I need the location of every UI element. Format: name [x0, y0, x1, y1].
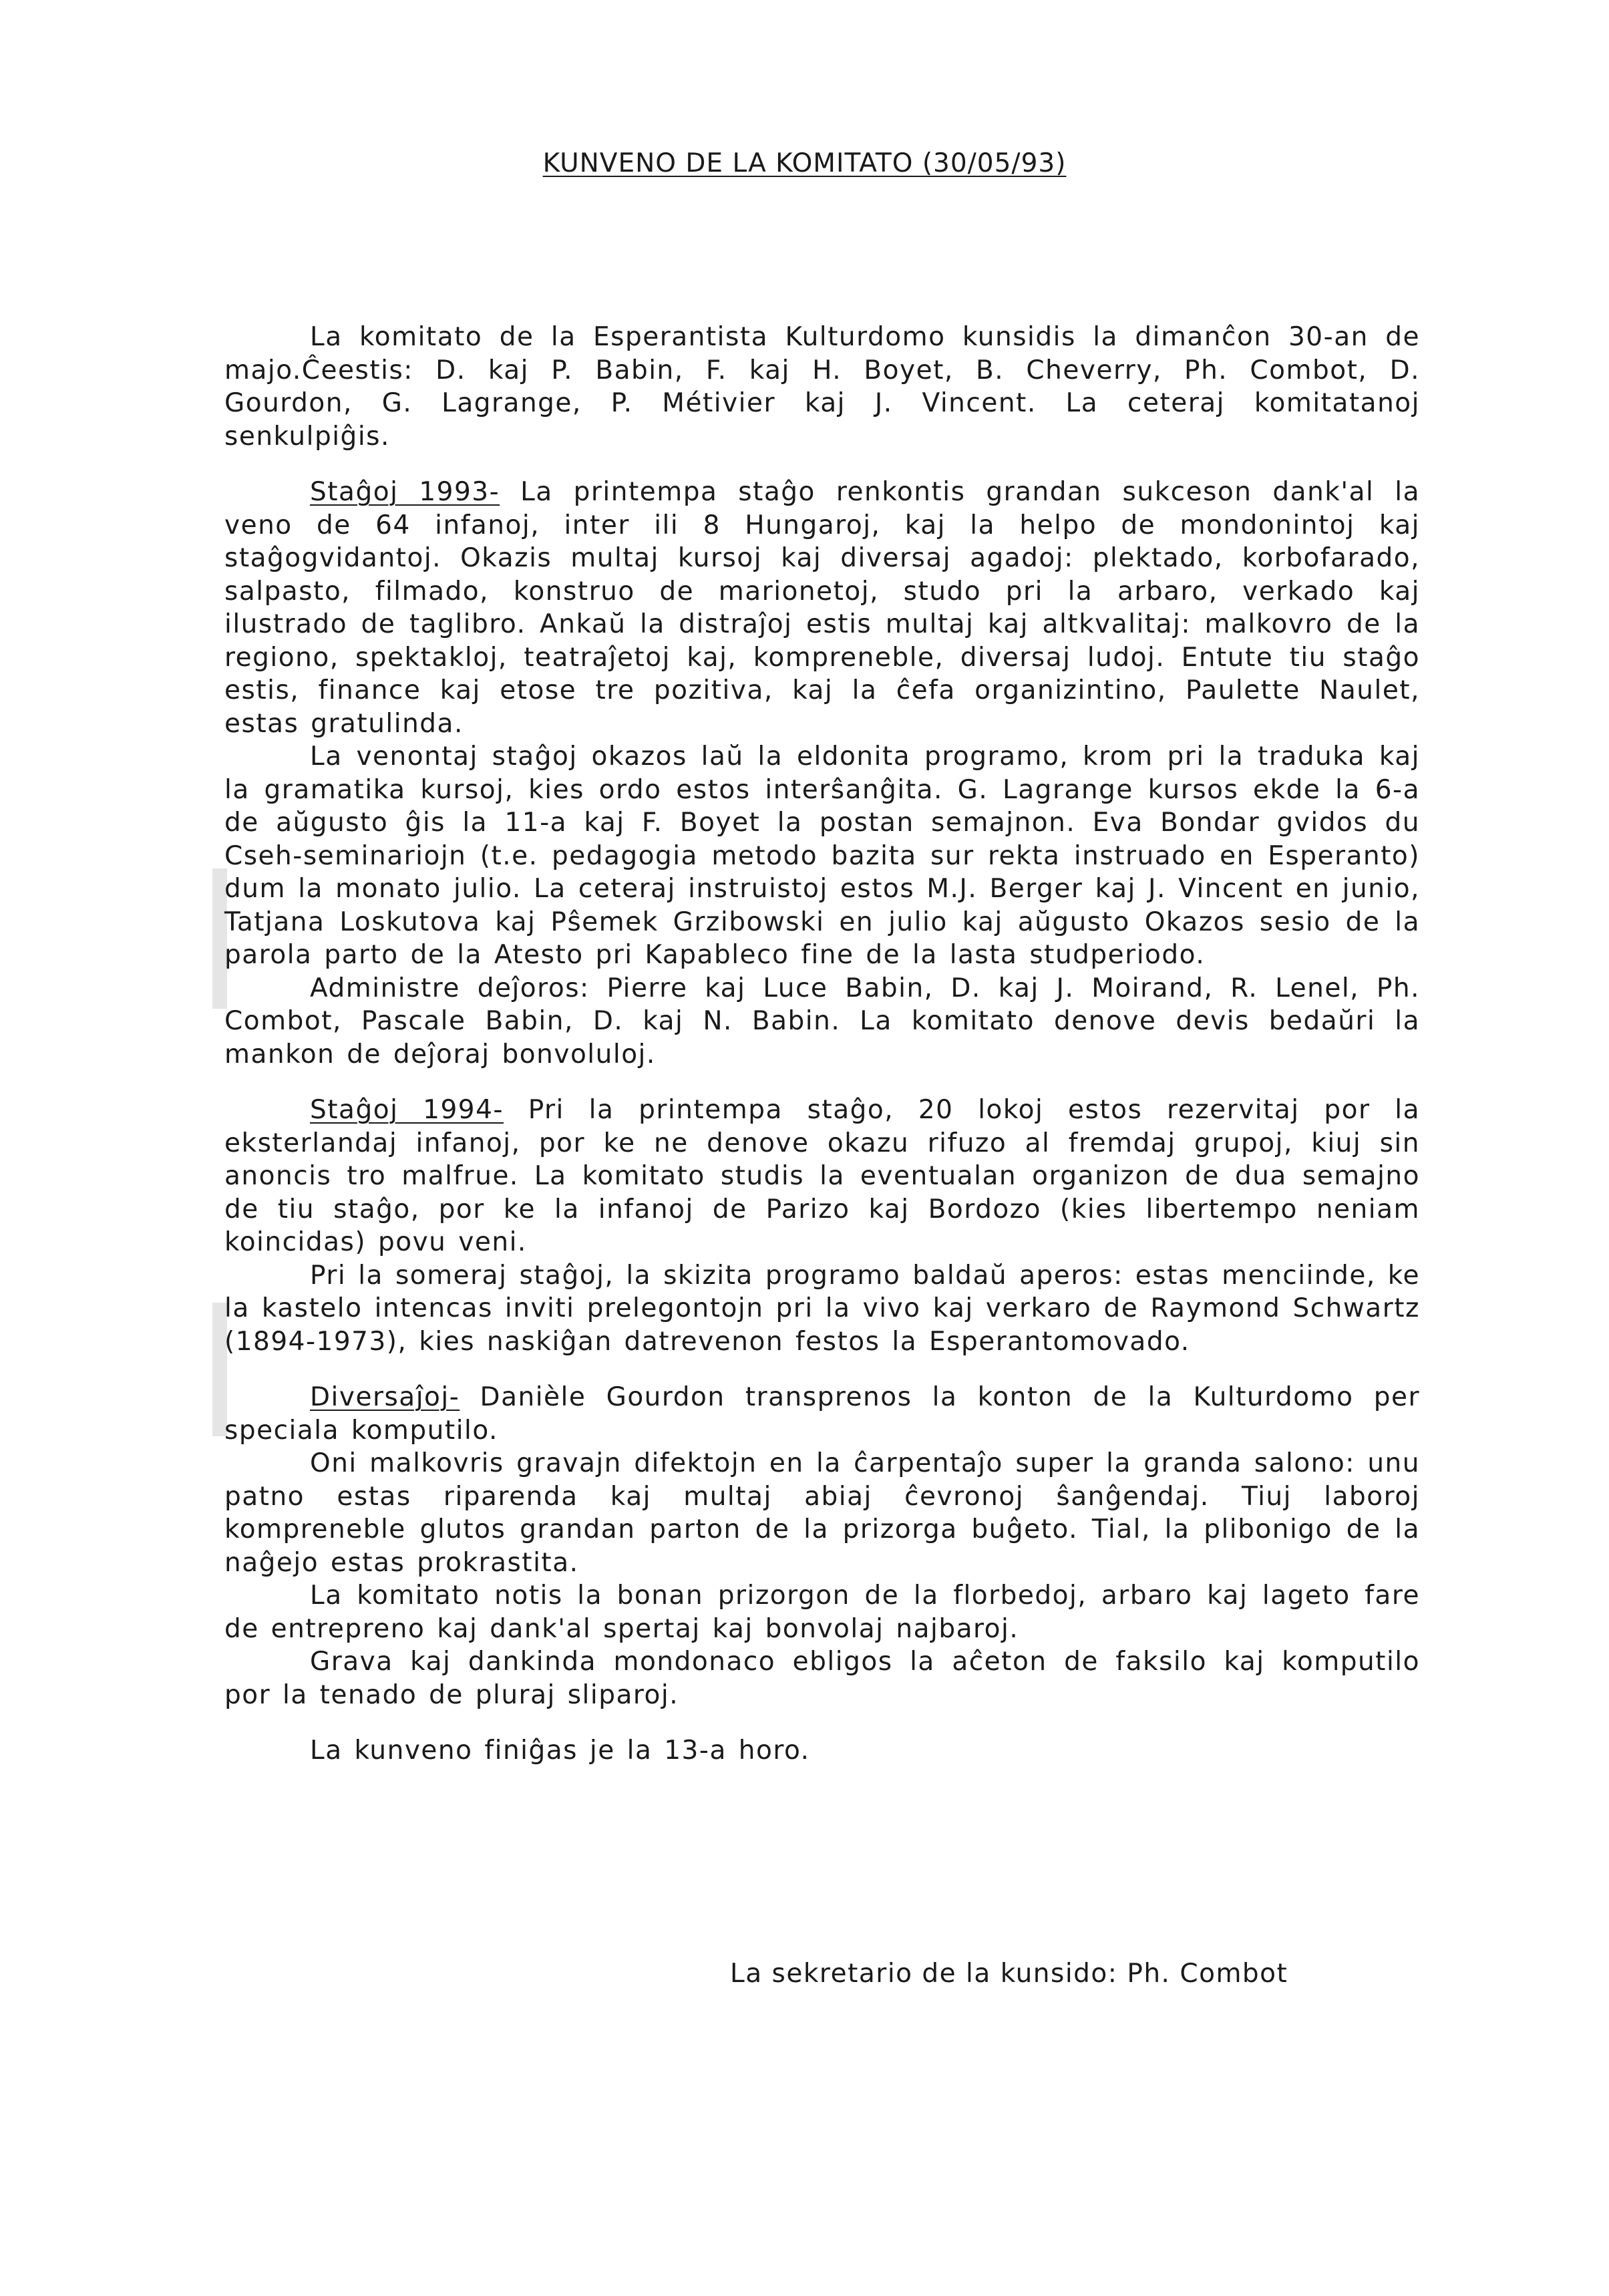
signature-line: La sekretario de la kunsido: Ph. Combot: [730, 1959, 1288, 1989]
section-2-heading: Staĝoj 1994-: [310, 1095, 504, 1125]
document-title: KUNVENO DE LA KOMITATO (30/05/93): [542, 148, 1067, 178]
section-3-paragraph-3: La komitato notis la bonan prizorgon de la florbedoj, arbaro kaj lageto fare de entrepreno kaj dank'al spertaj kaj bonvolaj najbaroj.: [224, 1581, 1420, 1644]
section-1-heading: Staĝoj 1993-: [310, 477, 500, 507]
section-3-paragraph-2: Oni malkovris gravajn difektojn en la ĉarpentaĵo super la granda salono: unu patno estas riparenda kaj multaj abiaj ĉevronoj ŝanĝendaj. Tiuj laboroj kompreneble glutos grandan parton de la prizorga buĝeto. Tial, la plibonigo de la naĝejo estas prokrastita.: [224, 1448, 1420, 1578]
section-2-paragraph-2: Pri la someraj staĝoj, la skizita programo baldaŭ aperos: estas menciinde, ke la kastelo intencas inviti prelegontojn pri la vivo kaj verkaro de Raymond Schwartz (1894-1973), kies naskiĝan datrevenon festos la Esperantomovado.: [224, 1260, 1420, 1357]
closing-line: La kunveno finiĝas je la 13-a horo.: [310, 1736, 810, 1766]
section-1-paragraph-1: Staĝoj 1993- La printempa staĝo renkontis grandan sukceson dank'al la veno de 64 infanoj, inter ili 8 Hungaroj, kaj la helpo de mondonintoj kaj staĝogvidantoj. Okazis multaj kursoj kaj diversaj agadoj: plektado, korbofarado, salpasto, filmado, konstruo de marionetoj, studo pri la arbaro, verkado kaj ilustrado de taglibro. Ankaŭ la distraĵoj estis multaj kaj altkvalitaj: malkovro de la regiono, spektakloj, teatraĵetoj kaj, kompreneble, diversaj ludoj. Entute tiu staĝo estis, finance kaj etose tre pozitiva, kaj la ĉefa organizintino, Paulette Naulet, estas gratulinda.: [224, 477, 1420, 739]
section-3-paragraph-1: Diversaĵoj- Danièle Gourdon transprenos la konton de la Kulturdomo per speciala komputilo.: [224, 1382, 1420, 1446]
section-3-heading: Diversaĵoj-: [310, 1382, 460, 1412]
intro-paragraph: La komitato de la Esperantista Kulturdomo kunsidis la dimanĉon 30-an de majo.Ĉeestis: D. kaj P. Babin, F. kaj H. Boyet, B. Cheverry, Ph. Combot, D. Gourdon, G. Lagrange, P. Métivier kaj J. Vincent. La ceteraj komitatanoj senkulpiĝis.: [224, 322, 1420, 452]
section-2-paragraph-1: Staĝoj 1994- Pri la printempa staĝo, 20 lokoj estos rezervitaj por la eksterlandaj infanoj, por ke ne denove okazu rifuzo al fremdaj grupoj, kiuj sin anoncis tro malfrue. La komitato studis la eventualan organizon de dua semajno de tiu staĝo, por ke la infanoj de Parizo kaj Bordozo (kies libertempo neniam koincidas) povu veni.: [224, 1095, 1420, 1257]
section-1-paragraph-3: Administre deĵoros: Pierre kaj Luce Babin, D. kaj J. Moirand, R. Lenel, Ph. Combot, Pascale Babin, D. kaj N. Babin. La komitato denove devis bedaŭri la mankon de deĵoraj bonvoluloj.: [224, 973, 1420, 1070]
document-body: [224, 321, 1420, 1768]
section-3-paragraph-4: Grava kaj dankinda mondonaco ebligos la aĉeton de faksilo kaj komputilo por la tenado de pluraj sliparoj.: [224, 1647, 1420, 1710]
section-1-paragraph-2: La venontaj staĝoj okazos laŭ la eldonita programo, krom pri la traduka kaj la gramatika kursoj, kies ordo estos interŝanĝita. G. Lagrange kursos ekde la 6-a de aŭgusto ĝis la 11-a kaj F. Boyet la postan semajnon. Eva Bondar gvidos du Cseh-seminariojn (t.e. pedagogia metodo bazita sur rekta instruado en Esperanto) dum la monato julio. La ceteraj instruistoj estos M.J. Berger kaj J. Vincent en junio, Tatjana Loskutova kaj Pŝemek Grzibowski en julio kaj aŭgusto Okazos sesio de la parola parto de la Atesto pri Kapableco fine de la lasta studperiodo.: [224, 742, 1420, 970]
